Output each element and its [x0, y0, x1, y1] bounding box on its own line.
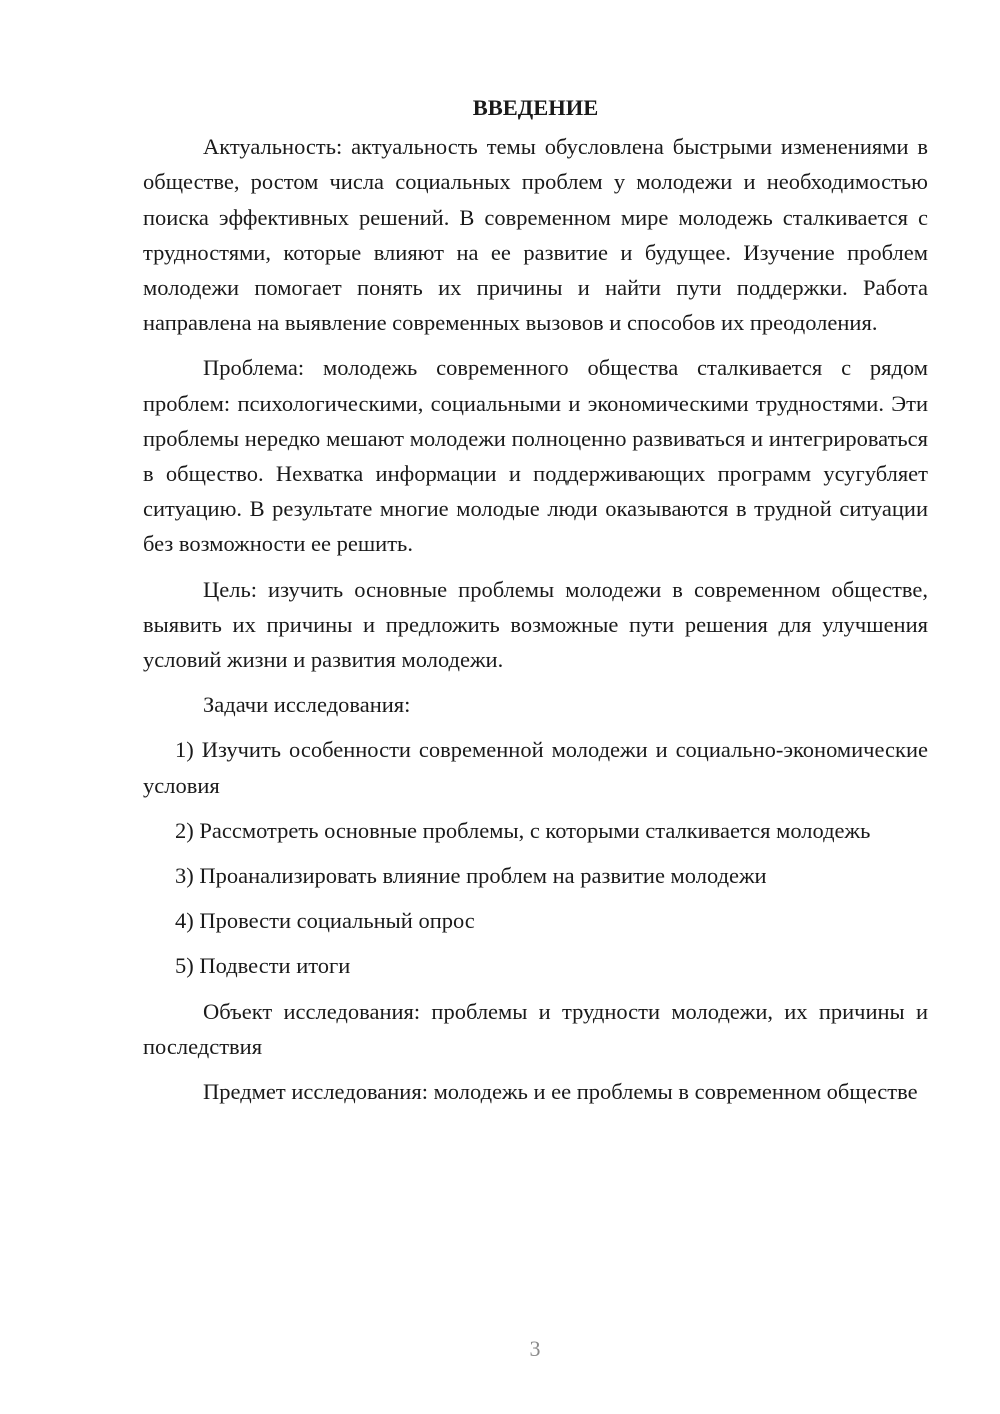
- paragraph-problem: Проблема: молодежь современного общества сталкивается с рядом проблем: психологическими, социальными и экономическими трудностями. Эти проблемы нередко мешают молодежи полноценно развиваться и интегрироваться в общество. Нехватка информации и поддерживающих программ усугубляет ситуацию. В результате многие молодые люди оказываются в трудной ситуации без возможности ее решить.: [143, 355, 928, 557]
- tasks-label: Задачи исследования:: [203, 692, 411, 718]
- paragraph-object: Объект исследования: проблемы и трудности молодежи, их причины и последствия: [143, 998, 928, 1059]
- paragraph-goal: Цель: изучить основные проблемы молодежи в современном обществе, выявить их причины и предложить возможные пути решения для улучшения условий жизни и развития молодежи.: [143, 576, 928, 673]
- section-heading: ВВЕДЕНИЕ: [472, 95, 599, 120]
- task-item-3: 3) Проанализировать влияние проблем на развитие молодежи: [175, 863, 767, 889]
- task-item-2: 2) Рассмотреть основные проблемы, с которыми сталкивается молодежь: [175, 817, 871, 843]
- page-body: [143, 90, 928, 1119]
- paragraph-subject: Предмет исследования: молодежь и ее проблемы в современном обществе: [203, 1079, 918, 1105]
- page-number: 3: [529, 1336, 541, 1361]
- task-item-5: 5) Подвести итоги: [175, 953, 351, 979]
- paragraph-relevance: Актуальность: актуальность темы обусловлена быстрыми изменениями в обществе, ростом числа социальных проблем у молодежи и необходимостью поиска эффективных решений. В современном мире молодежь сталкивается с трудностями, которые влияют на ее развитие и будущее. Изучение проблем молодежи помогает понять их причины и найти пути поддержки. Работа направлена на выявление современных вызовов и способов их преодоления.: [143, 134, 928, 336]
- task-item-4: 4) Провести социальный опрос: [175, 908, 475, 934]
- task-item-1: 1) Изучить особенности современной молодежи и социально-экономические условия: [143, 737, 928, 798]
